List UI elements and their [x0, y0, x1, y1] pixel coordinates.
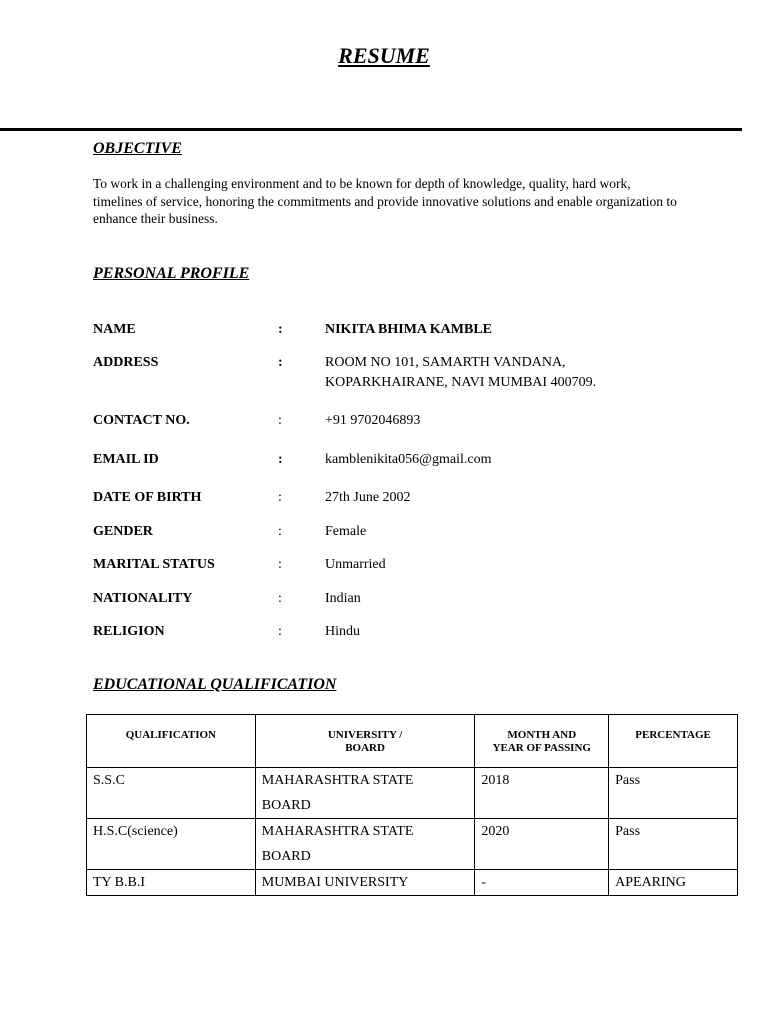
cell-year: 2020	[475, 819, 609, 870]
profile-label: CONTACT NO.	[93, 413, 190, 428]
profile-value: +91 9702046893	[325, 413, 421, 428]
column-header-text: BOARD	[345, 742, 385, 754]
cell-year: 2018	[475, 768, 609, 819]
profile-label: DATE OF BIRTH	[93, 490, 202, 505]
profile-label: GENDER	[93, 524, 153, 539]
cell-qualification: S.S.C	[87, 768, 256, 819]
column-header-qualification	[87, 715, 256, 768]
profile-label: ADDRESS	[93, 355, 159, 370]
objective-text: To work in a challenging environment and to be known for depth of knowledge, quality, hard work, timelines of service, honoring the commitments and provide innovative solutions and enable organization to enhance their business.	[93, 176, 677, 226]
objective-heading: OBJECTIVE	[93, 140, 182, 157]
table-row	[87, 819, 738, 870]
column-header-university	[255, 715, 475, 768]
profile-label: MARITAL STATUS	[93, 557, 215, 572]
profile-label: NAME	[93, 322, 136, 337]
education-table	[86, 714, 738, 896]
column-header-text: YEAR OF PASSING	[492, 742, 591, 754]
profile-colon: :	[278, 490, 282, 505]
column-header-text: QUALIFICATION	[125, 729, 216, 741]
cell-year: -	[475, 870, 609, 896]
cell-percentage: APEARING	[609, 870, 738, 896]
cell-board-line: BOARD	[261, 798, 311, 813]
profile-value: 27th June 2002	[325, 490, 411, 505]
profile-label: EMAIL ID	[93, 452, 159, 467]
cell-qualification: TY B.B.I	[87, 870, 256, 896]
profile-colon: :	[278, 452, 283, 467]
column-header-year	[475, 715, 609, 768]
profile-colon: :	[278, 322, 283, 337]
profile-colon: :	[278, 624, 282, 639]
cell-board	[255, 768, 475, 819]
column-header-percentage	[609, 715, 738, 768]
profile-value: Indian	[325, 591, 361, 606]
page-title: RESUME	[338, 43, 430, 68]
cell-board-line: MAHARASHTRA STATE	[261, 824, 414, 839]
profile-value: Hindu	[325, 624, 360, 639]
cell-board	[255, 819, 475, 870]
personal-profile-heading: PERSONAL PROFILE	[93, 265, 250, 282]
cell-percentage: Pass	[609, 819, 738, 870]
profile-value: kamblenikita056@gmail.com	[325, 452, 492, 467]
profile-value-line2: KOPARKHAIRANE, NAVI MUMBAI 400709.	[325, 375, 597, 390]
cell-board-line: BOARD	[261, 849, 311, 864]
profile-value: NIKITA BHIMA KAMBLE	[325, 322, 492, 337]
profile-label: NATIONALITY	[93, 591, 193, 606]
profile-value: Female	[325, 524, 367, 539]
profile-colon: :	[278, 355, 283, 370]
cell-board-line: MAHARASHTRA STATE	[261, 773, 414, 788]
table-header-row	[87, 715, 738, 768]
profile-value: Unmarried	[325, 557, 386, 572]
profile-colon: :	[278, 524, 282, 539]
educational-qualification-heading: EDUCATIONAL QUALIFICATION	[93, 676, 337, 693]
column-header-text: MONTH AND	[507, 729, 577, 741]
cell-percentage: Pass	[609, 768, 738, 819]
table-row	[87, 870, 738, 896]
column-header-text: PERCENTAGE	[635, 729, 711, 741]
profile-colon: :	[278, 413, 282, 428]
cell-board-line: MUMBAI UNIVERSITY	[261, 875, 409, 890]
column-header-text: UNIVERSITY /	[327, 729, 403, 741]
header-divider	[0, 128, 742, 131]
cell-board	[255, 870, 475, 896]
profile-colon: :	[278, 591, 282, 606]
profile-colon: :	[278, 557, 282, 572]
profile-label: RELIGION	[93, 624, 165, 639]
table-row	[87, 768, 738, 819]
cell-qualification: H.S.C(science)	[87, 819, 256, 870]
profile-value: ROOM NO 101, SAMARTH VANDANA,	[325, 355, 566, 370]
